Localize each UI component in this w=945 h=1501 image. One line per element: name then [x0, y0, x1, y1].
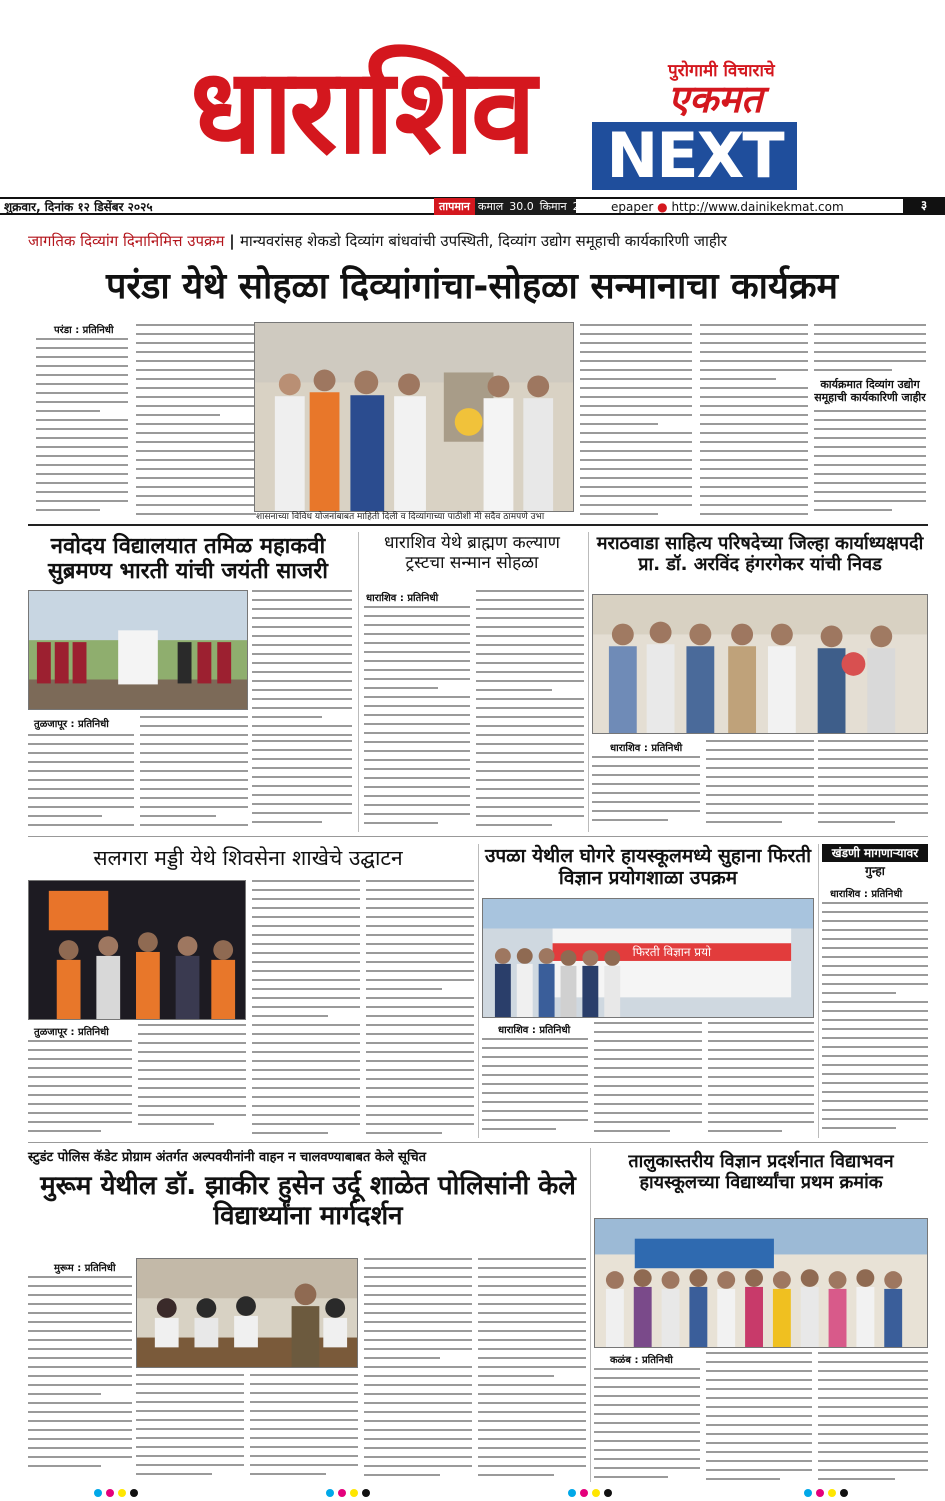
story7-byline: धाराशिव : प्रतिनिधी — [830, 889, 903, 900]
story9-column-c — [818, 1352, 928, 1482]
story4-headline: मराठवाडा साहित्य परिषदेच्या जिल्हा कार्याध्यक्षपदी प्रा. डॉ. अरविंद हंगरगेकर यांची निवड — [596, 533, 924, 575]
story8-column-d — [364, 1258, 472, 1482]
lead-column-4 — [700, 324, 808, 520]
issue-date: शुक्रवार, दिनांक १२ डिसेंबर २०२५ — [4, 200, 153, 214]
story6-headline: उपळा येथील घोगरे हायस्कूलमध्ये सुहाना फिरती विज्ञान प्रयोगशाळा उपक्रम — [484, 845, 812, 889]
story9-photo — [594, 1218, 928, 1348]
story8-byline: मुरूम : प्रतिनिधी — [54, 1263, 116, 1274]
story8-column-b — [136, 1374, 244, 1482]
story6-banner-text: फिरती विज्ञान प्रयो — [632, 945, 712, 960]
lead-photo-caption: शासनाच्या विविध योजनांबाबत माहिती दिली व दिव्यांगाच्या पाठीशी मी सदैव ठामपणे उभा — [256, 512, 574, 523]
column-rule — [590, 1148, 591, 1482]
story6-column-a — [482, 1038, 588, 1136]
story9-column-b — [706, 1352, 812, 1482]
story2-headline: नवोदय विद्यालयात तमिळ महाकवी सुब्रमण्य भारती यांची जयंती साजरी — [48, 534, 328, 585]
story6-column-c — [708, 1022, 814, 1136]
story7-box-head: खंडणी मागणाऱ्यावर — [822, 844, 928, 862]
story8-column-c — [250, 1374, 358, 1482]
tagline: पुरोगामी विचाराचे — [668, 61, 775, 81]
story5-column-d — [366, 880, 474, 1136]
story5-headline: सलगरा मड्डी येथे शिवसेना शाखेचे उद्घाटन — [93, 846, 403, 870]
story8-photo — [136, 1258, 358, 1368]
masthead — [0, 0, 945, 200]
story8-column-a — [28, 1276, 132, 1482]
section-divider — [28, 524, 928, 526]
story5-column-a — [28, 1040, 132, 1136]
story2-column-a — [252, 590, 352, 736]
section-divider — [28, 1142, 928, 1143]
story3-byline: धाराशिव : प्रतिनिधी — [366, 593, 439, 604]
min-temp-value: 28.0 — [572, 199, 598, 213]
dateline-bar — [0, 197, 945, 215]
story4-column-a — [592, 756, 700, 830]
story7-body — [822, 902, 928, 1136]
story5-byline: तुळजापूर : प्रतिनिधी — [34, 1027, 109, 1038]
story3-headline: धाराशिव येथे ब्राह्मण कल्याण ट्रस्टचा सन्मान सोहळा — [384, 533, 560, 573]
max-temp-label: कमाल — [477, 199, 504, 213]
story4-column-c — [818, 740, 928, 830]
column-rule — [358, 532, 359, 832]
lead-column-1 — [36, 338, 128, 518]
story3-column-b — [476, 590, 584, 830]
story8-headline: मुरूम येथील डॉ. झाकीर हुसेन उर्दू शाळेत पोलिसांनी केले विद्यार्थ्यांना मार्गदर्शन — [40, 1171, 576, 1231]
temperature-box — [434, 198, 598, 215]
website-url[interactable]: http://www.dainikekmat.com — [671, 200, 844, 214]
story6-byline: धाराशिव : प्रतिनिधी — [498, 1025, 571, 1036]
story7-box-sub: गुन्हा — [865, 864, 885, 878]
story9-headline: तालुकास्तरीय विज्ञान प्रदर्शनात विद्याभवन हायस्कूलच्या विद्यार्थ्यांचा प्रथम क्रमांक — [628, 1151, 894, 1193]
lead-strap-text: मान्यवरांसह शेकडो दिव्यांग बांधवांची उपस्थिती, दिव्यांग उद्योग समूहाची कार्यकारिणी जाहीर — [239, 232, 727, 250]
edition-logo: NEXT — [592, 122, 797, 190]
story5-photo — [28, 880, 246, 1020]
story6-column-b — [594, 1022, 702, 1136]
story2-column-b — [28, 734, 134, 830]
story2-column-d — [252, 740, 352, 830]
lead-sub-head: कार्यक्रमात दिव्यांग उद्योग समूहाची कार्यकारिणी जाहीर — [814, 378, 926, 404]
lead-kicker: जागतिक दिव्यांग दिनानिमित्त उपक्रम — [28, 232, 225, 250]
story5-column-b — [138, 1024, 246, 1136]
globe-icon: ● — [657, 200, 668, 214]
newspaper-logo: धाराशिव — [190, 42, 533, 180]
lead-column-3 — [580, 324, 692, 520]
epaper-link[interactable] — [611, 200, 844, 214]
max-temp-value: 30.0 — [509, 199, 534, 213]
story2-photo — [28, 590, 248, 710]
lead-column-5-bottom — [814, 410, 926, 520]
story9-column-a — [594, 1368, 700, 1482]
story2-column-c — [140, 716, 248, 830]
registration-marks — [0, 1485, 945, 1501]
strap-divider: | — [229, 232, 240, 250]
min-temp-label: किमान — [539, 199, 567, 213]
brand-name: एकमत — [668, 77, 763, 121]
story8-column-e — [478, 1258, 586, 1482]
story4-byline: धाराशिव : प्रतिनिधी — [610, 743, 683, 754]
temperature-label: तापमान — [434, 198, 475, 215]
column-rule — [588, 532, 589, 832]
story9-byline: कळंब : प्रतिनिधी — [610, 1355, 673, 1366]
story4-photo — [592, 594, 928, 734]
epaper-label: epaper — [611, 200, 654, 214]
story8-kicker: स्टुडंट पोलिस कॅडेट प्रोग्राम अंतर्गत अल्पवयीनांनी वाहन न चालवण्याबाबत केले सूचित — [28, 1150, 427, 1165]
story3-column-a — [364, 606, 470, 830]
lead-strap — [28, 232, 928, 251]
story2-byline: तुळजापूर : प्रतिनिधी — [34, 719, 109, 730]
story5-column-c — [252, 880, 360, 1136]
story4-column-b — [706, 740, 814, 830]
lead-column-5-top — [814, 324, 926, 376]
page-number: ३ — [903, 198, 945, 215]
column-rule — [478, 844, 479, 1138]
section-divider — [28, 836, 928, 837]
lead-column-2 — [136, 324, 256, 518]
story6-photo — [482, 898, 814, 1018]
lead-photo — [254, 322, 574, 512]
column-rule — [818, 844, 819, 1138]
lead-headline: परंडा येथे सोहळा दिव्यांगांचा-सोहळा सन्मानाचा कार्यक्रम — [105, 266, 839, 307]
lead-byline: परंडा : प्रतिनिधी — [54, 325, 114, 336]
